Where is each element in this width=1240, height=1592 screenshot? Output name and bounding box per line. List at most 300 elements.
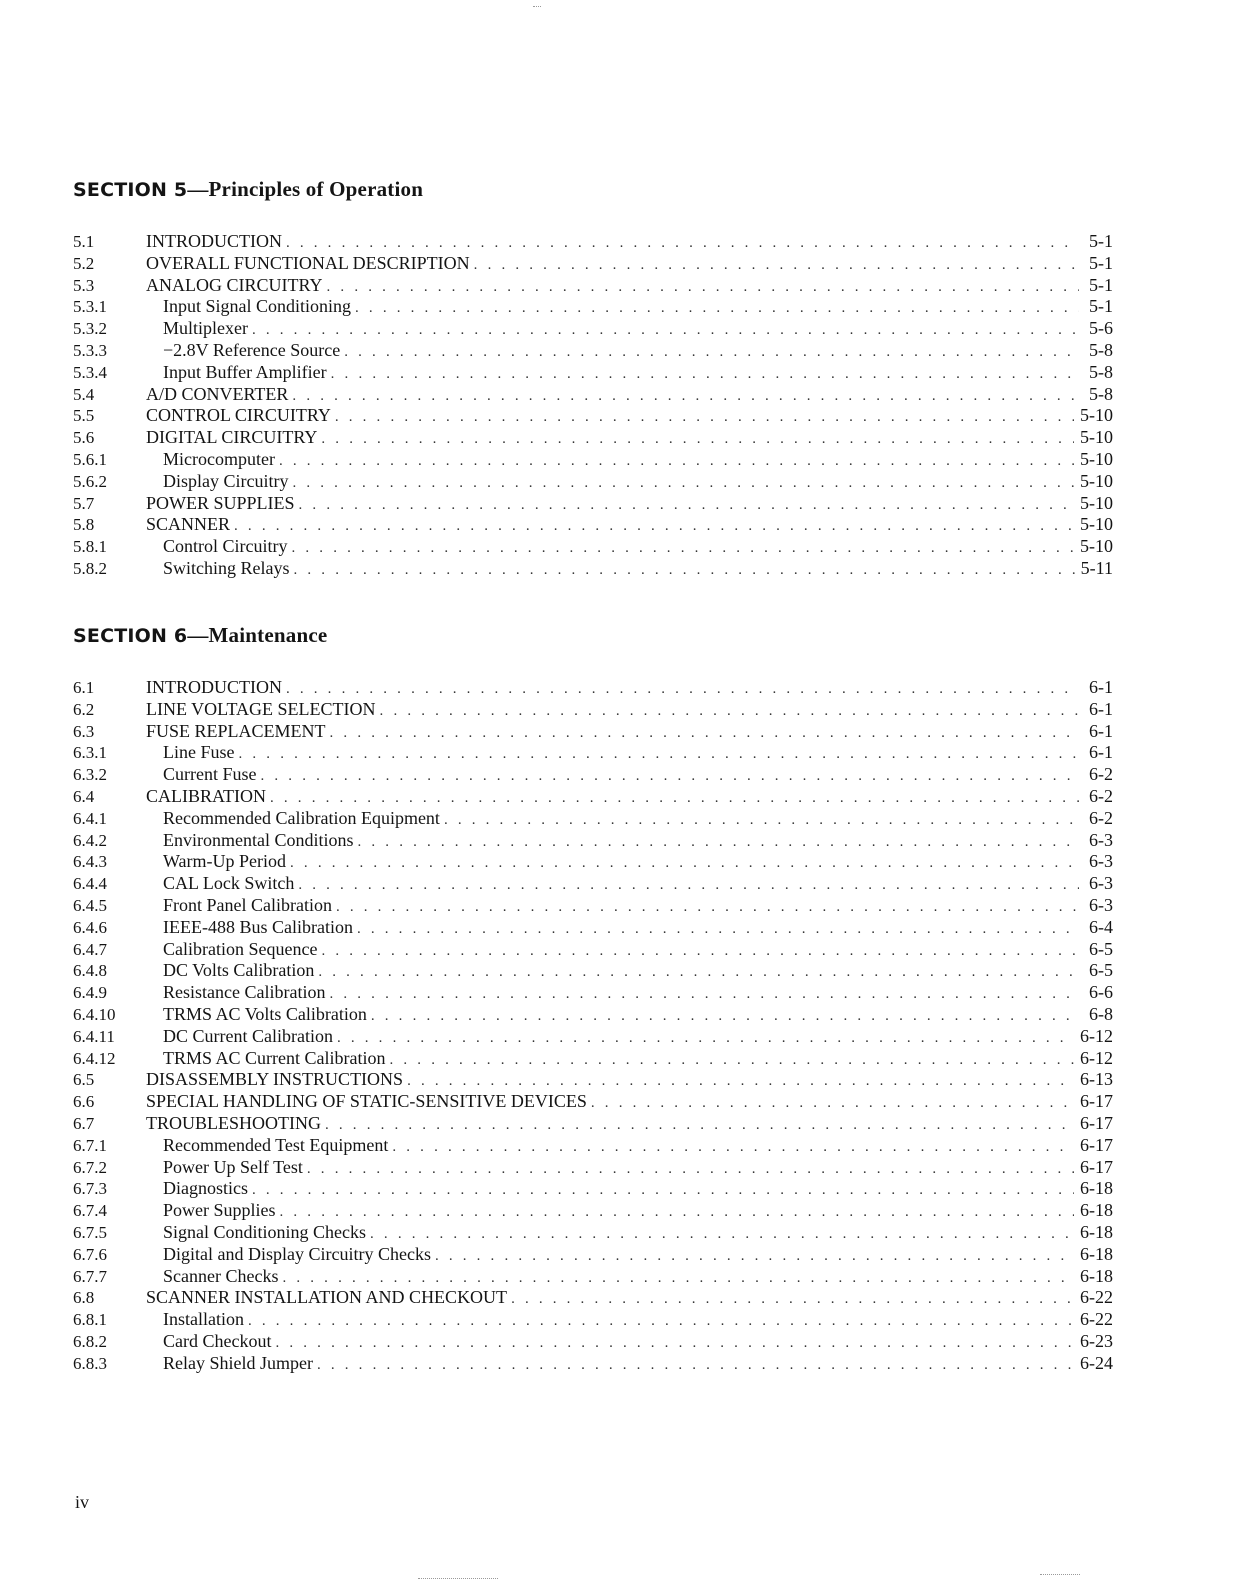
toc-row xyxy=(73,536,1113,558)
toc-number: 6.4.3 xyxy=(73,852,107,872)
toc-row xyxy=(73,677,1113,699)
toc-number: 6.4.5 xyxy=(73,895,107,915)
toc-entry xyxy=(163,362,1113,386)
dot-leader xyxy=(337,1028,1074,1050)
dot-leader xyxy=(318,962,1079,984)
toc-page: 5-6 xyxy=(1089,318,1113,339)
toc-entry xyxy=(146,384,1113,408)
toc-entry xyxy=(163,1135,1113,1159)
toc-number: 6.4.2 xyxy=(73,830,107,850)
toc-number: 6.8.2 xyxy=(73,1331,107,1351)
toc-entry xyxy=(163,742,1113,766)
toc-page: 5-8 xyxy=(1089,361,1113,382)
toc-page: 6-18 xyxy=(1080,1200,1113,1221)
toc-number: 6.4.6 xyxy=(73,917,107,937)
toc-number: 6.6 xyxy=(73,1092,95,1112)
toc-entry xyxy=(163,536,1113,560)
toc-page: 6-18 xyxy=(1080,1265,1113,1286)
toc-page: 6-12 xyxy=(1080,1025,1113,1046)
section-5-title: Principles of Operation xyxy=(208,177,424,201)
toc-entry xyxy=(163,1200,1113,1224)
toc-row xyxy=(73,1200,1113,1222)
toc-row xyxy=(73,1287,1113,1309)
toc-page: 6-18 xyxy=(1080,1178,1113,1199)
toc-entry xyxy=(163,895,1113,919)
toc-title: Card Checkout xyxy=(163,1330,272,1351)
toc-page: 6-4 xyxy=(1089,916,1113,937)
dot-leader xyxy=(435,1246,1074,1268)
toc-title: Diagnostics xyxy=(163,1178,248,1199)
toc-page: 5-10 xyxy=(1080,492,1113,513)
toc-number: 6.7.2 xyxy=(73,1157,107,1177)
toc-entry xyxy=(163,1266,1113,1290)
toc-title: INTRODUCTION xyxy=(146,677,282,697)
toc-page: 5-10 xyxy=(1080,405,1113,426)
toc-title: A/D CONVERTER xyxy=(146,383,289,404)
toc-row xyxy=(73,873,1113,895)
toc-page: 6-12 xyxy=(1080,1047,1113,1068)
toc-page: 6-2 xyxy=(1089,807,1113,828)
toc-row xyxy=(73,384,1113,406)
toc-row xyxy=(73,721,1113,743)
toc-page: 6-17 xyxy=(1080,1156,1113,1177)
toc-title: Calibration Sequence xyxy=(163,938,318,959)
toc-number: 5.6 xyxy=(73,428,95,448)
dot-leader xyxy=(390,1050,1075,1072)
toc-row xyxy=(73,982,1113,1004)
section-5-toc xyxy=(73,231,1113,580)
toc-number: 6.8 xyxy=(73,1288,95,1308)
toc-page: 5-10 xyxy=(1080,427,1113,448)
toc-row xyxy=(73,427,1113,449)
toc-row xyxy=(73,764,1113,786)
toc-entry xyxy=(146,1091,1113,1115)
toc-title: Power Supplies xyxy=(163,1200,276,1221)
dot-leader xyxy=(444,810,1079,832)
toc-title: Microcomputer xyxy=(163,448,275,469)
toc-number: 6.4.12 xyxy=(73,1048,116,1068)
toc-title: Scanner Checks xyxy=(163,1265,279,1286)
toc-page: 6-22 xyxy=(1080,1309,1113,1330)
dot-leader xyxy=(234,516,1074,538)
toc-entry xyxy=(146,1113,1113,1137)
section-5-label: SECTION 5 xyxy=(73,179,188,201)
toc-title: Input Buffer Amplifier xyxy=(163,361,327,382)
toc-page: 6-1 xyxy=(1089,698,1113,719)
toc-page: 5-10 xyxy=(1080,536,1113,557)
toc-entry xyxy=(163,917,1113,941)
toc-page: 6-6 xyxy=(1089,982,1113,1003)
dot-leader xyxy=(286,679,1079,701)
dot-leader xyxy=(294,560,1075,582)
toc-page: 5-10 xyxy=(1080,514,1113,535)
dot-leader xyxy=(252,320,1079,342)
dot-leader xyxy=(279,451,1074,473)
toc-page: 6-3 xyxy=(1089,829,1113,850)
toc-row xyxy=(73,895,1113,917)
toc-title: DC Current Calibration xyxy=(163,1025,333,1046)
toc-entry xyxy=(163,851,1113,875)
dot-leader xyxy=(239,744,1080,766)
toc-number: 6.4.10 xyxy=(73,1004,116,1024)
toc-page: 5-1 xyxy=(1089,252,1113,273)
toc-entry xyxy=(146,275,1113,299)
section-5-dash: — xyxy=(187,177,209,201)
toc-title: Warm-Up Period xyxy=(163,851,287,872)
toc-page: 6-5 xyxy=(1089,960,1113,981)
toc-entry xyxy=(163,939,1113,963)
section-6-toc xyxy=(73,677,1113,1375)
toc-title: TROUBLESHOOTING xyxy=(146,1112,321,1133)
dot-leader xyxy=(321,941,1079,963)
dot-leader xyxy=(511,1289,1074,1311)
toc-row xyxy=(73,699,1113,721)
section-6-label: SECTION 6 xyxy=(73,625,188,647)
toc-row xyxy=(73,1222,1113,1244)
dot-leader xyxy=(275,1333,1074,1355)
toc-row xyxy=(73,362,1113,384)
toc-title: Signal Conditioning Checks xyxy=(163,1221,367,1242)
toc-row xyxy=(73,318,1113,340)
toc-number: 5.3 xyxy=(73,275,95,295)
toc-page: 6-18 xyxy=(1080,1243,1113,1264)
toc-entry xyxy=(146,493,1113,517)
toc-entry xyxy=(163,1048,1113,1072)
toc-entry xyxy=(163,1222,1113,1246)
toc-number: 5.3.1 xyxy=(73,297,107,317)
toc-row xyxy=(73,514,1113,536)
toc-number: 5.8.2 xyxy=(73,558,107,578)
toc-title: Environmental Conditions xyxy=(163,829,354,850)
toc-entry xyxy=(163,1353,1113,1377)
toc-page: 6-2 xyxy=(1089,764,1113,785)
dot-leader xyxy=(270,788,1079,810)
dot-leader xyxy=(280,1202,1075,1224)
toc-page: 6-8 xyxy=(1089,1003,1113,1024)
dot-leader xyxy=(371,1006,1079,1028)
toc-number: 6.4.7 xyxy=(73,939,107,959)
toc-entry xyxy=(163,1178,1113,1202)
toc-entry xyxy=(163,1026,1113,1050)
toc-number: 6.7.7 xyxy=(73,1266,107,1286)
toc-title: SCANNER xyxy=(146,514,231,535)
toc-page: 6-1 xyxy=(1089,742,1113,763)
toc-page: 6-18 xyxy=(1080,1221,1113,1242)
toc-row xyxy=(73,471,1113,493)
toc-page: 6-17 xyxy=(1080,1112,1113,1133)
toc-entry xyxy=(163,1331,1113,1355)
toc-number: 5.1 xyxy=(73,232,95,251)
toc-title: Display Circuitry xyxy=(163,470,289,491)
toc-title: Installation xyxy=(163,1309,244,1330)
toc-entry xyxy=(163,296,1113,320)
toc-entry xyxy=(163,1157,1113,1181)
toc-page: 6-1 xyxy=(1089,677,1113,697)
toc-row xyxy=(73,275,1113,297)
toc-title: DC Volts Calibration xyxy=(163,960,315,981)
toc-entry xyxy=(163,764,1113,788)
toc-row xyxy=(73,1113,1113,1135)
toc-row xyxy=(73,1353,1113,1375)
toc-entry xyxy=(163,449,1113,473)
scan-speck xyxy=(1040,1574,1080,1576)
toc-page: 5-1 xyxy=(1089,274,1113,295)
toc-page: 5-11 xyxy=(1080,557,1113,578)
toc-title: Power Up Self Test xyxy=(163,1156,303,1177)
dot-leader xyxy=(317,1355,1074,1377)
toc-title: TRMS AC Volts Calibration xyxy=(163,1003,367,1024)
dot-leader xyxy=(355,298,1079,320)
dot-leader xyxy=(330,723,1079,745)
toc-page: 5-8 xyxy=(1089,383,1113,404)
toc-number: 5.8 xyxy=(73,515,95,535)
dot-leader xyxy=(286,233,1079,255)
dot-leader xyxy=(358,832,1080,854)
toc-number: 5.2 xyxy=(73,253,95,273)
toc-row xyxy=(73,253,1113,275)
toc-page: 6-3 xyxy=(1089,851,1113,872)
dot-leader xyxy=(344,342,1079,364)
toc-number: 6.4.9 xyxy=(73,983,107,1003)
toc-number: 6.7.3 xyxy=(73,1179,107,1199)
toc-entry xyxy=(146,699,1113,723)
toc-entry xyxy=(163,982,1113,1006)
toc-number: 6.4.8 xyxy=(73,961,107,981)
toc-entry xyxy=(163,340,1113,364)
toc-number: 5.3.4 xyxy=(73,362,107,382)
toc-title: CONTROL CIRCUITRY xyxy=(146,405,331,426)
toc-entry xyxy=(146,1287,1113,1311)
toc-title: Switching Relays xyxy=(163,557,290,578)
dot-leader xyxy=(248,1311,1074,1333)
dot-leader xyxy=(329,984,1079,1006)
toc-entry xyxy=(146,231,1113,255)
toc-page: 6-23 xyxy=(1080,1330,1113,1351)
toc-page: 5-10 xyxy=(1080,470,1113,491)
toc-entry xyxy=(146,677,1113,701)
toc-title: POWER SUPPLIES xyxy=(146,492,295,513)
toc-entry xyxy=(146,721,1113,745)
toc-number: 5.6.2 xyxy=(73,471,107,491)
toc-row xyxy=(73,1266,1113,1288)
toc-title: Line Fuse xyxy=(163,742,235,763)
toc-title: CALIBRATION xyxy=(146,785,266,806)
toc-title: Multiplexer xyxy=(163,318,248,339)
toc-number: 6.7.6 xyxy=(73,1244,107,1264)
toc-title: IEEE-488 Bus Calibration xyxy=(163,916,353,937)
dot-leader xyxy=(307,1159,1074,1181)
scan-speck xyxy=(533,6,541,8)
toc-title: Input Signal Conditioning xyxy=(163,296,352,317)
toc-number: 5.3.2 xyxy=(73,319,107,339)
toc-page: 5-10 xyxy=(1080,448,1113,469)
toc-title: Recommended Test Equipment xyxy=(163,1134,389,1155)
toc-entry xyxy=(146,514,1113,538)
toc-row xyxy=(73,1331,1113,1353)
dot-leader xyxy=(591,1093,1074,1115)
toc-row xyxy=(73,742,1113,764)
toc-page: 6-22 xyxy=(1080,1287,1113,1308)
toc-row xyxy=(73,808,1113,830)
toc-entry xyxy=(163,960,1113,984)
dot-leader xyxy=(336,897,1079,919)
toc-row xyxy=(73,449,1113,471)
toc-number: 5.6.1 xyxy=(73,449,107,469)
toc-number: 6.4 xyxy=(73,786,95,806)
toc-number: 6.5 xyxy=(73,1070,95,1090)
toc-title: Current Fuse xyxy=(163,764,257,785)
toc-entry xyxy=(163,1004,1113,1028)
toc-row xyxy=(73,960,1113,982)
dot-leader xyxy=(474,255,1079,277)
dot-leader xyxy=(335,407,1074,429)
toc-entry xyxy=(146,405,1113,429)
toc-row xyxy=(73,917,1113,939)
scan-speck xyxy=(418,1578,498,1580)
toc-row xyxy=(73,231,1113,253)
toc-number: 6.4.11 xyxy=(73,1026,115,1046)
dot-leader xyxy=(290,853,1079,875)
toc-row xyxy=(73,493,1113,515)
toc-row xyxy=(73,1178,1113,1200)
toc-page: 5-1 xyxy=(1089,231,1113,251)
dot-leader xyxy=(321,429,1074,451)
toc-row xyxy=(73,405,1113,427)
dot-leader xyxy=(292,473,1074,495)
toc-title: INTRODUCTION xyxy=(146,231,282,251)
toc-page: 6-17 xyxy=(1080,1134,1113,1155)
dot-leader xyxy=(327,277,1079,299)
toc-row xyxy=(73,851,1113,873)
toc-title: Control Circuitry xyxy=(163,536,288,557)
toc-number: 6.7.4 xyxy=(73,1201,107,1221)
toc-page: 6-13 xyxy=(1080,1069,1113,1090)
toc-row xyxy=(73,939,1113,961)
dot-leader xyxy=(252,1180,1074,1202)
toc-number: 6.3.1 xyxy=(73,743,107,763)
toc-page: 6-1 xyxy=(1089,720,1113,741)
toc-row xyxy=(73,1091,1113,1113)
toc-page: 6-3 xyxy=(1089,873,1113,894)
toc-number: 6.7.5 xyxy=(73,1222,107,1242)
toc-row xyxy=(73,786,1113,808)
toc-title: −2.8V Reference Source xyxy=(163,339,341,360)
toc-number: 6.2 xyxy=(73,699,95,719)
toc-title: CAL Lock Switch xyxy=(163,873,295,894)
toc-entry xyxy=(163,873,1113,897)
toc-title: SCANNER INSTALLATION AND CHECKOUT xyxy=(146,1287,508,1308)
toc-title: FUSE REPLACEMENT xyxy=(146,720,326,741)
toc-title: Front Panel Calibration xyxy=(163,894,332,915)
toc-title: DISASSEMBLY INSTRUCTIONS xyxy=(146,1069,404,1090)
toc-title: TRMS AC Current Calibration xyxy=(163,1047,386,1068)
toc-row xyxy=(73,1004,1113,1026)
dot-leader xyxy=(299,495,1074,517)
toc-row xyxy=(73,1026,1113,1048)
toc-number: 6.4.4 xyxy=(73,874,107,894)
toc-entry xyxy=(146,253,1113,277)
section-6-title: Maintenance xyxy=(208,623,328,647)
toc-title: OVERALL FUNCTIONAL DESCRIPTION xyxy=(146,252,470,273)
section-5-heading xyxy=(73,177,423,202)
toc-number: 5.4 xyxy=(73,384,95,404)
toc-title: Resistance Calibration xyxy=(163,982,326,1003)
toc-entry xyxy=(146,427,1113,451)
dot-leader xyxy=(331,364,1079,386)
dot-leader xyxy=(325,1115,1074,1137)
toc-row xyxy=(73,1244,1113,1266)
toc-number: 5.8.1 xyxy=(73,537,107,557)
dot-leader xyxy=(392,1137,1074,1159)
toc-title: LINE VOLTAGE SELECTION xyxy=(146,698,376,719)
toc-entry xyxy=(146,786,1113,810)
toc-entry xyxy=(163,1244,1113,1268)
toc-page: 6-17 xyxy=(1080,1091,1113,1112)
toc-entry xyxy=(163,830,1113,854)
toc-title: ANALOG CIRCUITRY xyxy=(146,274,323,295)
dot-leader xyxy=(261,766,1080,788)
toc-title: SPECIAL HANDLING OF STATIC-SENSITIVE DEVICES xyxy=(146,1091,587,1112)
toc-row xyxy=(73,296,1113,318)
toc-number: 6.3.2 xyxy=(73,765,107,785)
toc-title: Digital and Display Circuitry Checks xyxy=(163,1243,431,1264)
toc-entry xyxy=(163,1309,1113,1333)
toc-row xyxy=(73,1069,1113,1091)
toc-number: 6.1 xyxy=(73,678,95,697)
dot-leader xyxy=(370,1224,1074,1246)
toc-entry xyxy=(163,558,1113,582)
toc-page: 5-8 xyxy=(1089,339,1113,360)
toc-row xyxy=(73,1157,1113,1179)
toc-title: Relay Shield Jumper xyxy=(163,1352,313,1373)
toc-page: 6-2 xyxy=(1089,785,1113,806)
toc-row xyxy=(73,1309,1113,1331)
toc-row xyxy=(73,830,1113,852)
toc-number: 6.8.1 xyxy=(73,1310,107,1330)
toc-number: 6.7.1 xyxy=(73,1135,107,1155)
toc-row xyxy=(73,558,1113,580)
page-number: iv xyxy=(75,1492,90,1512)
dot-leader xyxy=(380,701,1079,723)
toc-page: 5-1 xyxy=(1089,296,1113,317)
dot-leader xyxy=(407,1071,1074,1093)
toc-entry xyxy=(163,318,1113,342)
dot-leader xyxy=(292,386,1079,408)
toc-row xyxy=(73,1135,1113,1157)
toc-page: 6-24 xyxy=(1080,1352,1113,1373)
toc-page: 6-3 xyxy=(1089,894,1113,915)
dot-leader xyxy=(298,875,1079,897)
toc-number: 5.7 xyxy=(73,493,95,513)
toc-entry xyxy=(163,471,1113,495)
toc-title: Recommended Calibration Equipment xyxy=(163,807,440,828)
toc-row xyxy=(73,1048,1113,1070)
toc-number: 6.4.1 xyxy=(73,808,107,828)
dot-leader xyxy=(282,1268,1074,1290)
section-6-heading xyxy=(73,623,327,648)
toc-entry xyxy=(163,808,1113,832)
dot-leader xyxy=(292,538,1075,560)
toc-entry xyxy=(146,1069,1113,1093)
toc-number: 6.7 xyxy=(73,1113,95,1133)
toc-page: 6-5 xyxy=(1089,938,1113,959)
toc-number: 6.3 xyxy=(73,721,95,741)
toc-title: DIGITAL CIRCUITRY xyxy=(146,427,318,448)
toc-number: 5.3.3 xyxy=(73,340,107,360)
toc-row xyxy=(73,340,1113,362)
section-6-dash: — xyxy=(187,623,209,647)
dot-leader xyxy=(357,919,1079,941)
